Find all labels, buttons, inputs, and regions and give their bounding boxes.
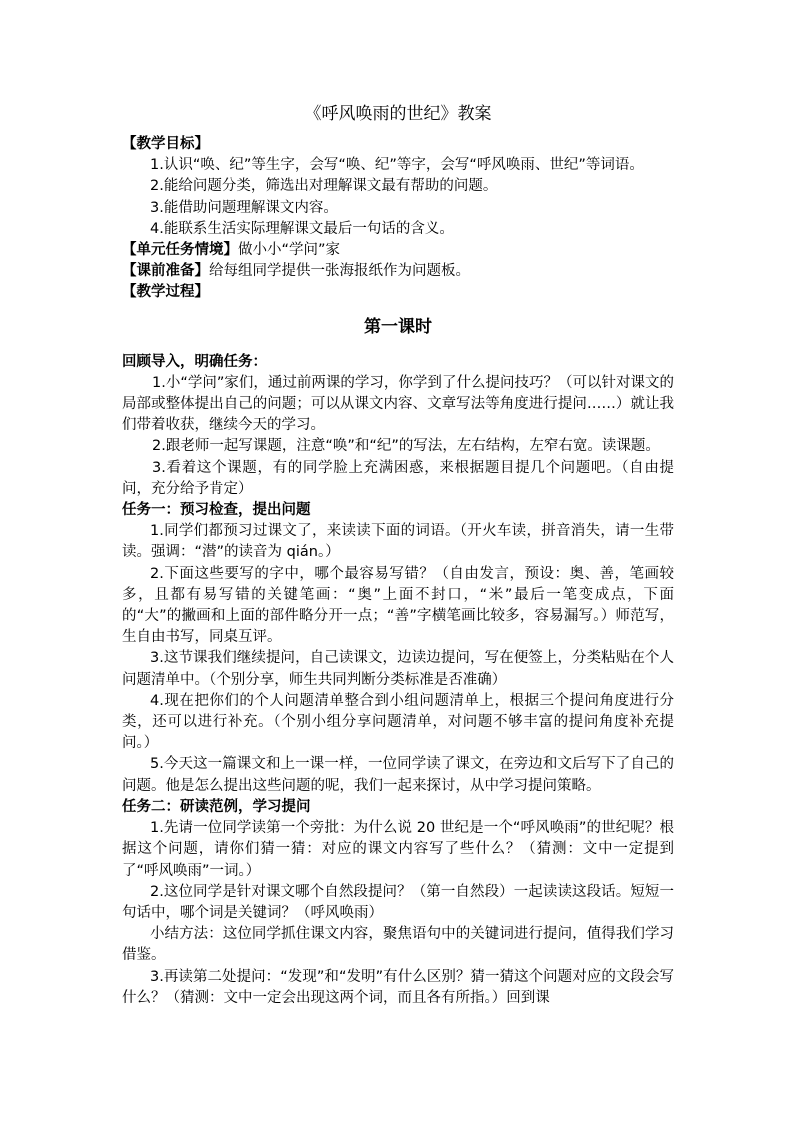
task2-summary: 小结方法：这位同学抓住课文内容，聚焦语句中的关键词进行提问，值得我们学习借鉴。 [122, 926, 674, 964]
intro-item: 3.看着这个课题，有的同学脸上充满困惑，来根据题目提几个问题吧。（自由提问，充分给予肯定） [122, 459, 674, 497]
task1-item: 5.今天这一篇课文和上一课一样，一位同学读了课文，在旁边和文后写下了自己的问题。他是怎么提出这些问题的呢，我们一起来探讨，从中学习提问策略。 [122, 756, 674, 794]
intro-item: 2.跟老师一起写课题，注意“唤”和“纪”的写法，左右结构，左窄右宽。读课题。 [152, 438, 660, 455]
objective-item: 2.能给问题分类，筛选出对理解课文最有帮助的问题。 [150, 178, 498, 195]
prep [122, 261, 674, 282]
unit-task-text: 做小小“学问”家 [238, 242, 341, 259]
unit-task-label: 【单元任务情境】 [122, 242, 238, 259]
task1-item: 3.这节课我们继续提问，自己读课文，边读边提问，写在便签上，分类粘贴在个人问题清单中。（个别分享，师生共同判断分类标准是否准确） [122, 650, 674, 688]
task1-item: 4.现在把你们的个人问题清单整合到小组问题清单上，根据三个提问角度进行分类，还可以进行补充。（个别小组分享问题清单，对问题不够丰富的提问角度补充提问。） [122, 692, 674, 752]
lesson-title: 第一课时 [364, 316, 432, 337]
objective-item: 1.认识“唤、纪”等生字，会写“唤、纪”等字，会写“呼风唤雨、世纪”等词语。 [150, 157, 644, 174]
document-title: 《呼风唤雨的世纪》教案 [304, 104, 492, 124]
task2-item: 2.这位同学是针对课文哪个自然段提问？（第一自然段）一起读读这段话。短短一句话中，哪个词是关键词？（呼风唤雨） [122, 883, 674, 921]
objective-item: 4.能联系生活实际理解课文最后一句话的含义。 [150, 220, 454, 237]
process-heading: 【教学过程】 [122, 284, 209, 301]
prep-text: 给每组同学提供一张海报纸作为问题板。 [209, 263, 470, 280]
unit-task [122, 240, 674, 261]
objectives-heading: 【教学目标】 [122, 136, 209, 152]
task1-heading: 任务一：预习检查，提出问题 [122, 502, 311, 519]
task2-item: 1.先请一位同学读第一个旁批：为什么说 20 世纪是一个“呼风唤雨”的世纪呢？根据这个问题，请你们猜一猜：对应的课文内容写了些什么？（猜测：文中一定提到了“呼风唤雨”一词。） [122, 820, 674, 879]
task1-item: 2.下面这些要写的字中，哪个最容易写错？（自由发言，预设：奥、善，笔画较多，且都有易写错的关键笔画：“奥”上面不封口，“米”最后一笔变成点，下面的“大”的撇画和上面的部件略分开一点；“善”字横笔画比较多，容易漏写。）师范写，生自由书写，同桌互评。 [122, 565, 674, 646]
prep-label: 【课前准备】 [122, 263, 209, 280]
intro-item: 1.小“学问”家们，通过前两课的学习，你学到了什么提问技巧？（可以针对课文的局部或整体提出自己的问题；可以从课文内容、文章写法等角度进行提问……）就让我们带着收获，继续今天的学习。 [122, 374, 674, 434]
task2-heading: 任务二：研读范例，学习提问 [122, 798, 311, 815]
task1-item: 1.同学们都预习过课文了，来读读下面的词语。（开火车读，拼音消失，请一生带读。强调：“潜”的读音为 qián。） [122, 523, 674, 561]
objective-item: 3.能借助问题理解课文内容。 [150, 199, 338, 216]
task2-item: 3.再读第二处提问：“发现”和“发明”有什么区别？猜一猜这个问题对应的文段会写什么？（猜测：文中一定会出现这两个词，而且各有所指。）回到课 [122, 968, 674, 1006]
intro-heading: 回顾导入，明确任务： [122, 353, 267, 370]
